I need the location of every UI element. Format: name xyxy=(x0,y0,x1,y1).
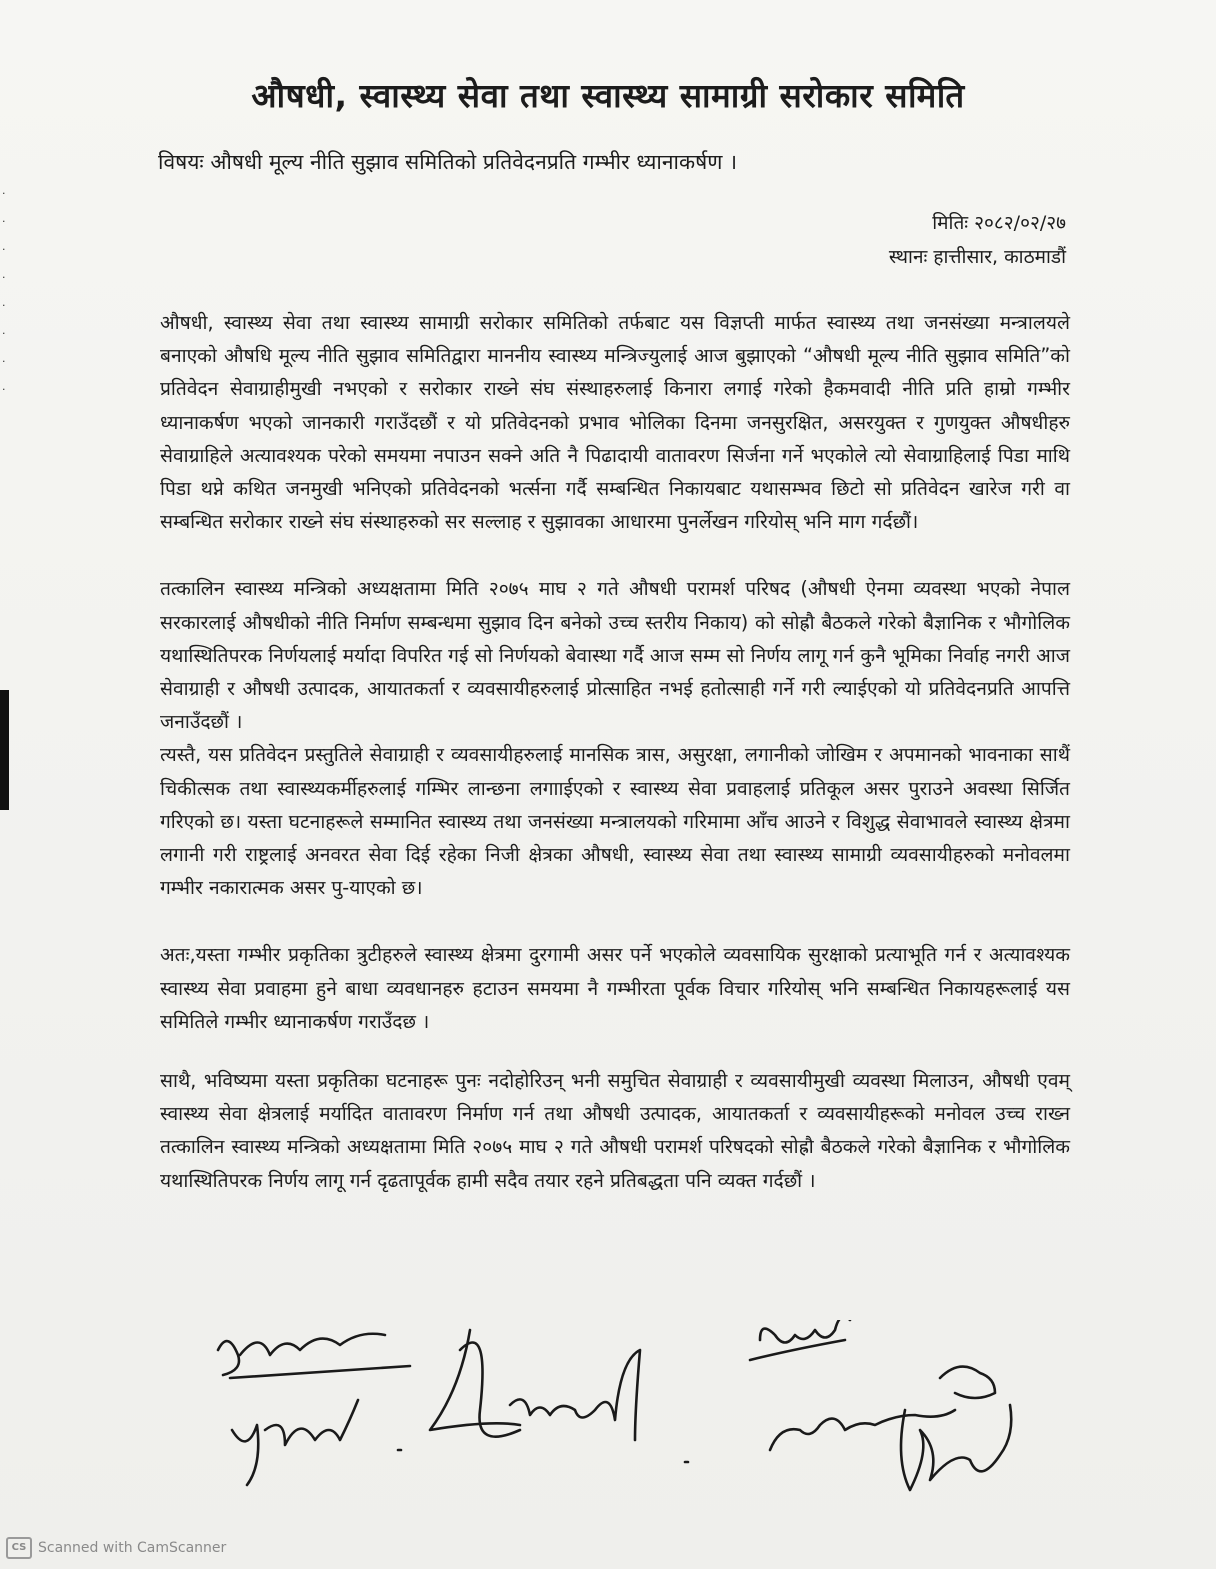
signature-2 xyxy=(232,1400,358,1485)
paragraph-3: त्यस्तै, यस प्रतिवेदन प्रस्तुतिले सेवाग्राही र व्यवसायीहरुलाई मानसिक त्रास, असुरक्षा, लगानीको जोखिम र अपमानको भावनाका साथैं चिकीत्सक तथा स्वास्थ्यकर्मीहरुलाई गम्भिर लान्छना लगााईएको र स्वास्थ्य सेवा प्रवाहलाई प्रतिकूल असर पुराउने अवस्था सिर्जित गरिएको छ। यस्ता घटनाहरूले सम्मानित स्वास्थ्य तथा जनसंख्या मन्त्रालयको गरिमामा आँच आउने र विशुद्ध सेवाभावले स्वास्थ्य क्षेत्रमा लगानी गरी राष्ट्रलाई अनवरत सेवा दिई रहेका निजी क्षेत्रका औषधी, स्वास्थ्य सेवा तथा स्वास्थ्य सामाग्री व्यवसायीहरुको मनोवलमा गम्भीर नकारात्मक असर पु-याएको छ। xyxy=(160,743,1070,900)
signature-5 xyxy=(770,1367,995,1450)
document-date: मितिः २०८२/०२/२७ xyxy=(932,212,1066,234)
signature-6 xyxy=(901,1405,1011,1490)
scanner-text: Scanned with CamScanner xyxy=(38,1540,227,1556)
paragraph-5: साथै, भविष्यमा यस्ता प्रकृतिका घटनाहरू पुनः नदोहोरिउन् भनी समुचित सेवाग्राही र व्यवसायीमुखी व्यवस्था मिलाउन, औषधी एवम् स्वास्थ्य सेवा क्षेत्रलाई मर्यादित वातावरण निर्माण गर्न तथा औषधी उत्पादक, आयातकर्ता र व्यवसायीहरूको मनोवल उच्च राख्न तत्कालिन स्वास्थ्य मन्त्रिको अध्यक्षतामा मिति २०७५ माघ २ गते औषधी परामर्श परिषदको सोह्रौ बैठकले गरेको बैज्ञानिक र भौगोलिक यथास्थितिपरक निर्णय लागू गर्न दृढतापूर्वक हामी सदैव तयार रहने प्रतिबद्धता पनि व्यक्त गर्दछौं । xyxy=(160,1069,1070,1192)
document-place: स्थानः हात्तीसार, काठमाडौं xyxy=(888,246,1066,268)
signature-3 xyxy=(430,1330,640,1440)
scan-edge-shadow xyxy=(0,690,9,810)
document-title: औषधी, स्वास्थ्य सेवा तथा स्वास्थ्य सामाग्री सरोकार समिति xyxy=(251,76,965,115)
signatures-area xyxy=(0,1320,1216,1540)
document-subject: विषयः औषधी मूल्य नीति सुझाव समितिको प्रतिवेदनप्रति गम्भीर ध्यानाकर्षण । xyxy=(158,150,738,174)
paragraph-4: अतः,यस्ता गम्भीर प्रकृतिका त्रुटीहरुले स्वास्थ्य क्षेत्रमा दुरगामी असर पर्ने भएकोले व्यवसायिक सुरक्षाको प्रत्याभूति गर्न र अत्यावश्यक स्वास्थ्य सेवा प्रवाहमा हुने बाधा व्यवधानहरु हटाउन समयमा नै गम्भीरता पूर्वक विचार गरियोस् भनि सम्बन्धित निकायहरूलाई यस समितिले गम्भीर ध्यानाकर्षण गराउँदछ । xyxy=(160,943,1070,1033)
document-body xyxy=(160,306,1070,1197)
paragraph-2: तत्कालिन स्वास्थ्य मन्त्रिको अध्यक्षतामा मिति २०७५ माघ २ गते औषधी परामर्श परिषद (औषधी ऐनमा व्यवस्था भएको नेपाल सरकारलाई औषधीको नीति निर्माण सम्बन्धमा सुझाव दिन बनेको उच्च स्तरीय निकाय) को सोह्रौ बैठकले गरेको बैज्ञानिक र भौगोलिक यथास्थितिपरक निर्णयलाई मर्यादा विपरित गई सो निर्णयको बेवास्था गर्दै आज सम्म सो निर्णय लागू गर्न कुनै भूमिका निर्वाह नगरी आज सेवाग्राही र औषधी उत्पादक, आयातकर्ता र व्यवसायीहरुलाई प्रोत्साहित नभई हतोत्साही गर्ने गरी ल्याईएको यो प्रतिवेदनप्रति आपत्ति जनाउँदछौं । xyxy=(160,577,1070,734)
camscanner-logo: CS xyxy=(6,1537,32,1559)
scan-edge-marks: · · · · · · · · xyxy=(2,187,6,396)
signature-4 xyxy=(750,1320,850,1360)
signature-1 xyxy=(218,1334,410,1378)
document-meta xyxy=(889,206,1066,274)
paragraph-1: औषधी, स्वास्थ्य सेवा तथा स्वास्थ्य सामाग्री सरोकार समितिको तर्फबाट यस विज्ञप्ती मार्फत स्वास्थ्य तथा जनसंख्या मन्त्रालयले बनाएको औषधि मूल्य नीति सुझाव समितिद्वारा माननीय स्वास्थ्य मन्त्रिज्युलाई आज बुझाएको “औषधी मूल्य नीति सुझाव समिति”को प्रतिवेदन सेवाग्राहीमुखी नभएको र सरोकार राख्ने संघ संस्थाहरुलाई किनारा लगाई गरेको हैकमवादी नीति प्रति हाम्रो गम्भीर ध्यानाकर्षण भएको जानकारी गराउँदछौं र यो प्रतिवेदनको प्रभाव भोलिका दिनमा जनसुरक्षित, असरयुक्त र गुणयुक्त औषधीहरु सेवाग्राहिले अत्यावश्यक परेको समयमा नपाउन सक्ने अति नै पिढादायी वातावरण सिर्जना गर्ने भएकोले त्यो सेवाग्राहिलाई पिडा माथि पिडा थप्ने कथित जनमुखी भनिएको प्रतिवेदनको भर्त्सना गर्दै सम्बन्धित निकायबाट यथासम्भव छिटो सो प्रतिवेदन खारेज गरी वा सम्बन्धित सरोकार राख्ने संघ संस्थाहरुको सर सल्लाह र सुझावका आधारमा पुनर्लेखन गरियोस् भनि माग गर्दछौं। xyxy=(160,311,1070,534)
scanner-watermark xyxy=(6,1537,226,1559)
